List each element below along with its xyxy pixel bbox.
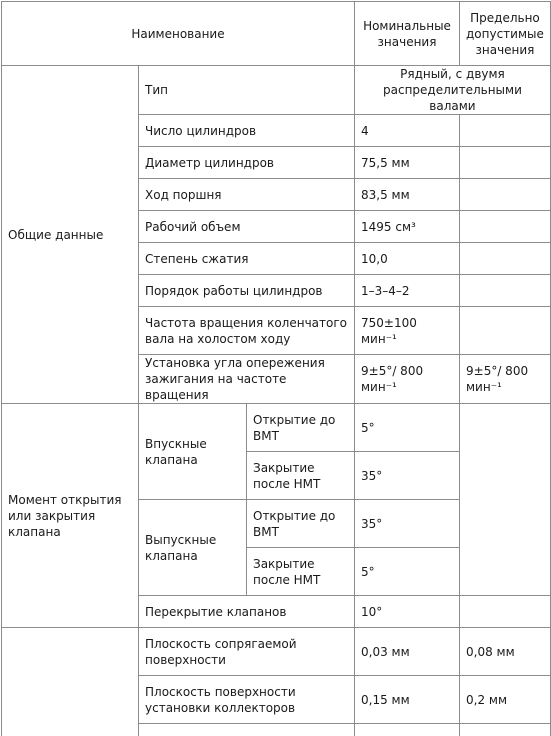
valve-event-cell: Открытие до ВМТ <box>247 404 355 452</box>
param-cell: Степень сжатия <box>139 243 355 275</box>
valve-event-cell: Закрытие после НМТ <box>247 548 355 596</box>
nominal-cell: 10,0 <box>355 243 460 275</box>
param-cell: Перекрытие клапанов <box>139 596 355 628</box>
table-row <box>2 628 551 676</box>
param-cell: Установка угла опережения зажигания на частоте вращения <box>139 355 355 404</box>
limit-cell <box>460 179 551 211</box>
limit-cell <box>460 404 551 596</box>
nominal-cell <box>355 724 460 736</box>
nominal-cell: 5° <box>355 548 460 596</box>
nominal-cell: 5° <box>355 404 460 452</box>
param-cell: Порядок работы цилиндров <box>139 275 355 307</box>
limit-cell: 0,2 мм <box>460 676 551 724</box>
header-row <box>2 2 551 66</box>
nominal-cell: 9±5°/ 800 мин⁻¹ <box>355 355 460 404</box>
group-label-general: Общие данные <box>2 66 139 404</box>
valve-event-cell: Открытие до ВМТ <box>247 500 355 548</box>
header-nominal: Номинальные значения <box>355 2 460 66</box>
nominal-cell: 75,5 мм <box>355 147 460 179</box>
limit-cell: 9±5°/ 800 мин⁻¹ <box>460 355 551 404</box>
param-cell: Диаметр цилиндров <box>139 147 355 179</box>
nominal-cell: 4 <box>355 115 460 147</box>
limit-cell <box>460 243 551 275</box>
engine-spec-table <box>1 1 551 736</box>
limit-cell <box>460 115 551 147</box>
limit-cell <box>460 596 551 628</box>
nominal-cell: 1495 см³ <box>355 211 460 243</box>
param-cell: Ход поршня <box>139 179 355 211</box>
nominal-cell: 0,15 мм <box>355 676 460 724</box>
limit-cell: 0,08 мм <box>460 628 551 676</box>
nominal-cell: 750±100 мин⁻¹ <box>355 307 460 355</box>
nominal-cell: 10° <box>355 596 460 628</box>
group-label-head <box>2 628 139 736</box>
param-cell: Число цилиндров <box>139 115 355 147</box>
param-cell: Рабочий объем <box>139 211 355 243</box>
group-label-valves: Момент открытия или закрытия клапана <box>2 404 139 628</box>
valve-type-intake: Впускные клапана <box>139 404 247 500</box>
nominal-cell: 1–3–4–2 <box>355 275 460 307</box>
limit-cell <box>460 307 551 355</box>
header-limit: Предельно допустимые значения <box>460 2 551 66</box>
limit-cell <box>460 275 551 307</box>
table-row <box>2 404 551 452</box>
header-name: Наименование <box>2 2 355 66</box>
limit-cell <box>460 211 551 243</box>
valve-type-exhaust: Выпускные клапана <box>139 500 247 596</box>
valve-event-cell: Закрытие после НМТ <box>247 452 355 500</box>
param-cell: Плоскость поверхности установки коллекторов <box>139 676 355 724</box>
nominal-cell: 0,03 мм <box>355 628 460 676</box>
limit-cell <box>460 724 551 736</box>
nominal-cell: 83,5 мм <box>355 179 460 211</box>
param-cell: Плоскость сопрягаемой поверхности <box>139 628 355 676</box>
nominal-cell: 35° <box>355 452 460 500</box>
param-cell: Частота вращения коленчатого вала на холостом ходу <box>139 307 355 355</box>
nominal-cell: Рядный, с двумя распределительными валами <box>355 66 551 115</box>
nominal-cell: 35° <box>355 500 460 548</box>
param-cell <box>139 724 355 736</box>
param-cell: Тип <box>139 66 355 115</box>
table-row <box>2 66 551 115</box>
limit-cell <box>460 147 551 179</box>
